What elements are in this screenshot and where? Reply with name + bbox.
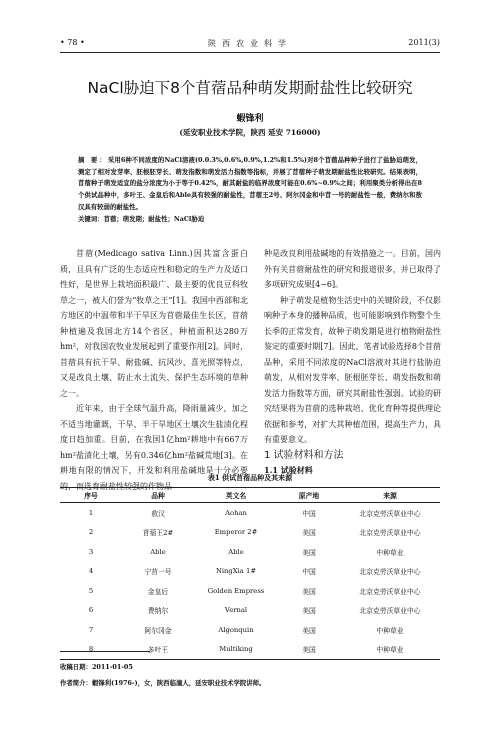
cell: Golden Empress	[207, 586, 265, 595]
journal-name: 陕西农业科学	[208, 39, 292, 48]
cell: Aohan	[225, 508, 247, 517]
col-header-origin: 原产地	[298, 492, 320, 500]
paper-title: NaCl胁迫下8个苜蓿品种萌发期耐盐性比较研究	[87, 79, 413, 97]
col-header-source: 来源	[383, 492, 397, 500]
cell: 费纳尔	[147, 607, 169, 616]
body-paragraph: 种子萌发是植物生活史中的关键阶段，不仅影响种子本身的播种品质，也可能影响到作物整个生长季的正常发育，故种子萌发期是进行植物耐盐性鉴定的重要时期[7]。因此，笔者试验选择8个苜蓿品种，采用不同浓度的NaCl溶液对其进行盐胁迫萌发，从相对发芽率、胚根胚芽长、萌发指数和萌发活力指数等方面，研究其耐盐性强弱。试验的研究结果将为苜蓿的选种栽培、优化育种等提供理论依据和参考，对扩大其种植范围，提高生产力，具有重要意义。	[264, 295, 441, 444]
footnote-author-bio: 作者简介：蝦锋利(1976-)，女，陕西临潼人，延安职业技术学院讲师。	[60, 679, 266, 687]
section-heading: 1 试验材料和方法	[264, 449, 344, 461]
subsection-heading: 1.1 试验材料	[264, 465, 313, 475]
col-header-no: 序号	[84, 492, 98, 500]
table-header-row	[60, 488, 440, 503]
cell: 中国	[302, 509, 316, 518]
cell: Able	[150, 547, 166, 556]
table-row	[60, 503, 440, 523]
cell: Multiking	[219, 645, 253, 654]
body-column-right	[264, 246, 441, 479]
cell: 5	[88, 586, 94, 595]
cell: 4	[88, 567, 94, 576]
body-paragraph: 种是改良利用盐碱地的有效措施之一。目前，国内外有关苜蓿耐盐性的研究和报道很多，并已取得了多项研究成果[4~6]。	[264, 249, 441, 289]
table-row	[60, 581, 440, 601]
cell: 中种草业	[376, 626, 404, 635]
cell: 宁苜一号	[144, 568, 172, 577]
cell: 阿尔冈金	[144, 626, 172, 635]
varieties-table	[60, 487, 440, 660]
cell: Able	[228, 547, 244, 556]
cell: 6	[88, 606, 94, 615]
table-row	[60, 601, 440, 621]
cell: Vernal	[224, 606, 248, 615]
keywords	[78, 214, 422, 223]
body-paragraph: 苜蓿(Medicago sativa Linn.)因其富含蛋白质，且具有广泛的生态适应性和稳定的生产力及适口性好，是世界上栽培面积最广、最主要的优良豆科牧草之一，被人们誉为“牧草之王”[1]。我国中西部和北方地区的中温带和半干旱区为苜蓿最佳生长区，苜蓿种植遍及我国北方14个省区，种植面积达280万hm²，对我国农牧业发展起到了重要作用[2]。同时，苜蓿具有抗干旱、耐盐碱、抗风沙、喜光照等特点，又是改良土壤、防止水土流失、保护生态环境的草种之一。	[60, 249, 248, 398]
cell: 金皇后	[147, 587, 169, 596]
cell: 北京克劳沃草业中心	[359, 568, 421, 577]
cell: 敖汉	[151, 509, 165, 518]
footnote-rule	[60, 651, 150, 652]
table-row	[60, 523, 440, 543]
body-column-left	[60, 246, 248, 494]
cell: 美国	[302, 607, 316, 616]
keywords-text: 苜蓿；萌发期；耐盐性；NaCl胁迫	[103, 215, 205, 223]
cell: 3	[88, 547, 94, 556]
running-header	[60, 38, 440, 52]
footnote-received: 收稿日期：2011-01-05	[60, 663, 133, 671]
cell: 北京克劳沃草业中心	[359, 607, 421, 616]
body-paragraph: 近年来，由于全球气温升高，降雨量减少，加之不适当地灌溉，干旱、半干旱地区土壤次生盐渍化程度日趋加重。目前，在我国1亿hm²耕地中有667万hm²盐渍化土壤，另有0.346亿hm²盐碱荒地[3]。在耕地有限的情况下，开发和利用盐碱地是十分必要的，而选育耐盐性较强的作物品	[60, 404, 248, 491]
page-number: • 78 •	[60, 38, 85, 47]
cell: 中国	[302, 568, 316, 577]
table-row	[60, 562, 440, 582]
cell: 2	[88, 528, 94, 537]
cell: 美国	[302, 548, 316, 557]
cell: 美国	[302, 626, 316, 635]
cell: Emperor 2#	[214, 528, 258, 537]
cell: NingXia 1#	[215, 567, 257, 576]
issue-number: 2011(3)	[408, 38, 440, 47]
abstract-label: 摘 要：	[78, 156, 108, 164]
col-header-english: 英文名	[225, 492, 247, 500]
cell: 北京克劳沃草业中心	[359, 587, 421, 596]
header-rule	[60, 52, 440, 53]
cell: 苜蓿王2#	[142, 529, 174, 538]
keywords-label: 关键词：	[78, 215, 104, 223]
cell: 中种草业	[376, 646, 404, 655]
table-row	[60, 620, 440, 640]
cell: 中种草业	[376, 548, 404, 557]
cell: 美国	[302, 587, 316, 596]
cell: 8	[88, 645, 94, 654]
paper-author: 蝦锋利	[236, 114, 264, 124]
table-row	[60, 542, 440, 562]
cell: 美国	[302, 529, 316, 538]
author-affiliation: (延安职业技术学院，陕西 延安 716000)	[179, 128, 321, 137]
cell: 北京克劳沃草业中心	[359, 509, 421, 518]
table-caption: 表1 供试苜蓿品种及其来源	[207, 473, 293, 482]
table-row	[60, 640, 440, 660]
cell: 北京克劳沃草业中心	[359, 529, 421, 538]
cell: 7	[88, 625, 94, 634]
cell: Algonquin	[218, 625, 254, 634]
cell: 多叶王	[147, 646, 169, 655]
abstract	[78, 155, 422, 214]
cell: 美国	[302, 646, 316, 655]
abstract-text: 采用6种不同浓度的NaCl溶液(0.0.3%,0.6%,0.9%,1.2%和1.5%)对8个苜蓿品种种子进行了盐胁迫萌发，测定了相对发芽率、胚根胚芽长、萌发指数和萌发活力指数等指标，并展了苜蓿种子萌发期耐盐性比较研究。结果表明，苜蓿种子萌发适宜的盐分浓度为小于等于0.42%，耐其耐盐的临界浓度可能在0.6%~0.9%之间；利用聚类分析得出在8个供试品种中，多叶王、金皇后和Able具有较强的耐盐性，苜蓿王2号、阿尔冈金和中苜一号的耐盐性一般，费纳尔和敖汉具有较弱的耐盐性。	[78, 156, 423, 211]
cell: 1	[88, 508, 94, 517]
col-header-variety: 品种	[151, 492, 165, 500]
